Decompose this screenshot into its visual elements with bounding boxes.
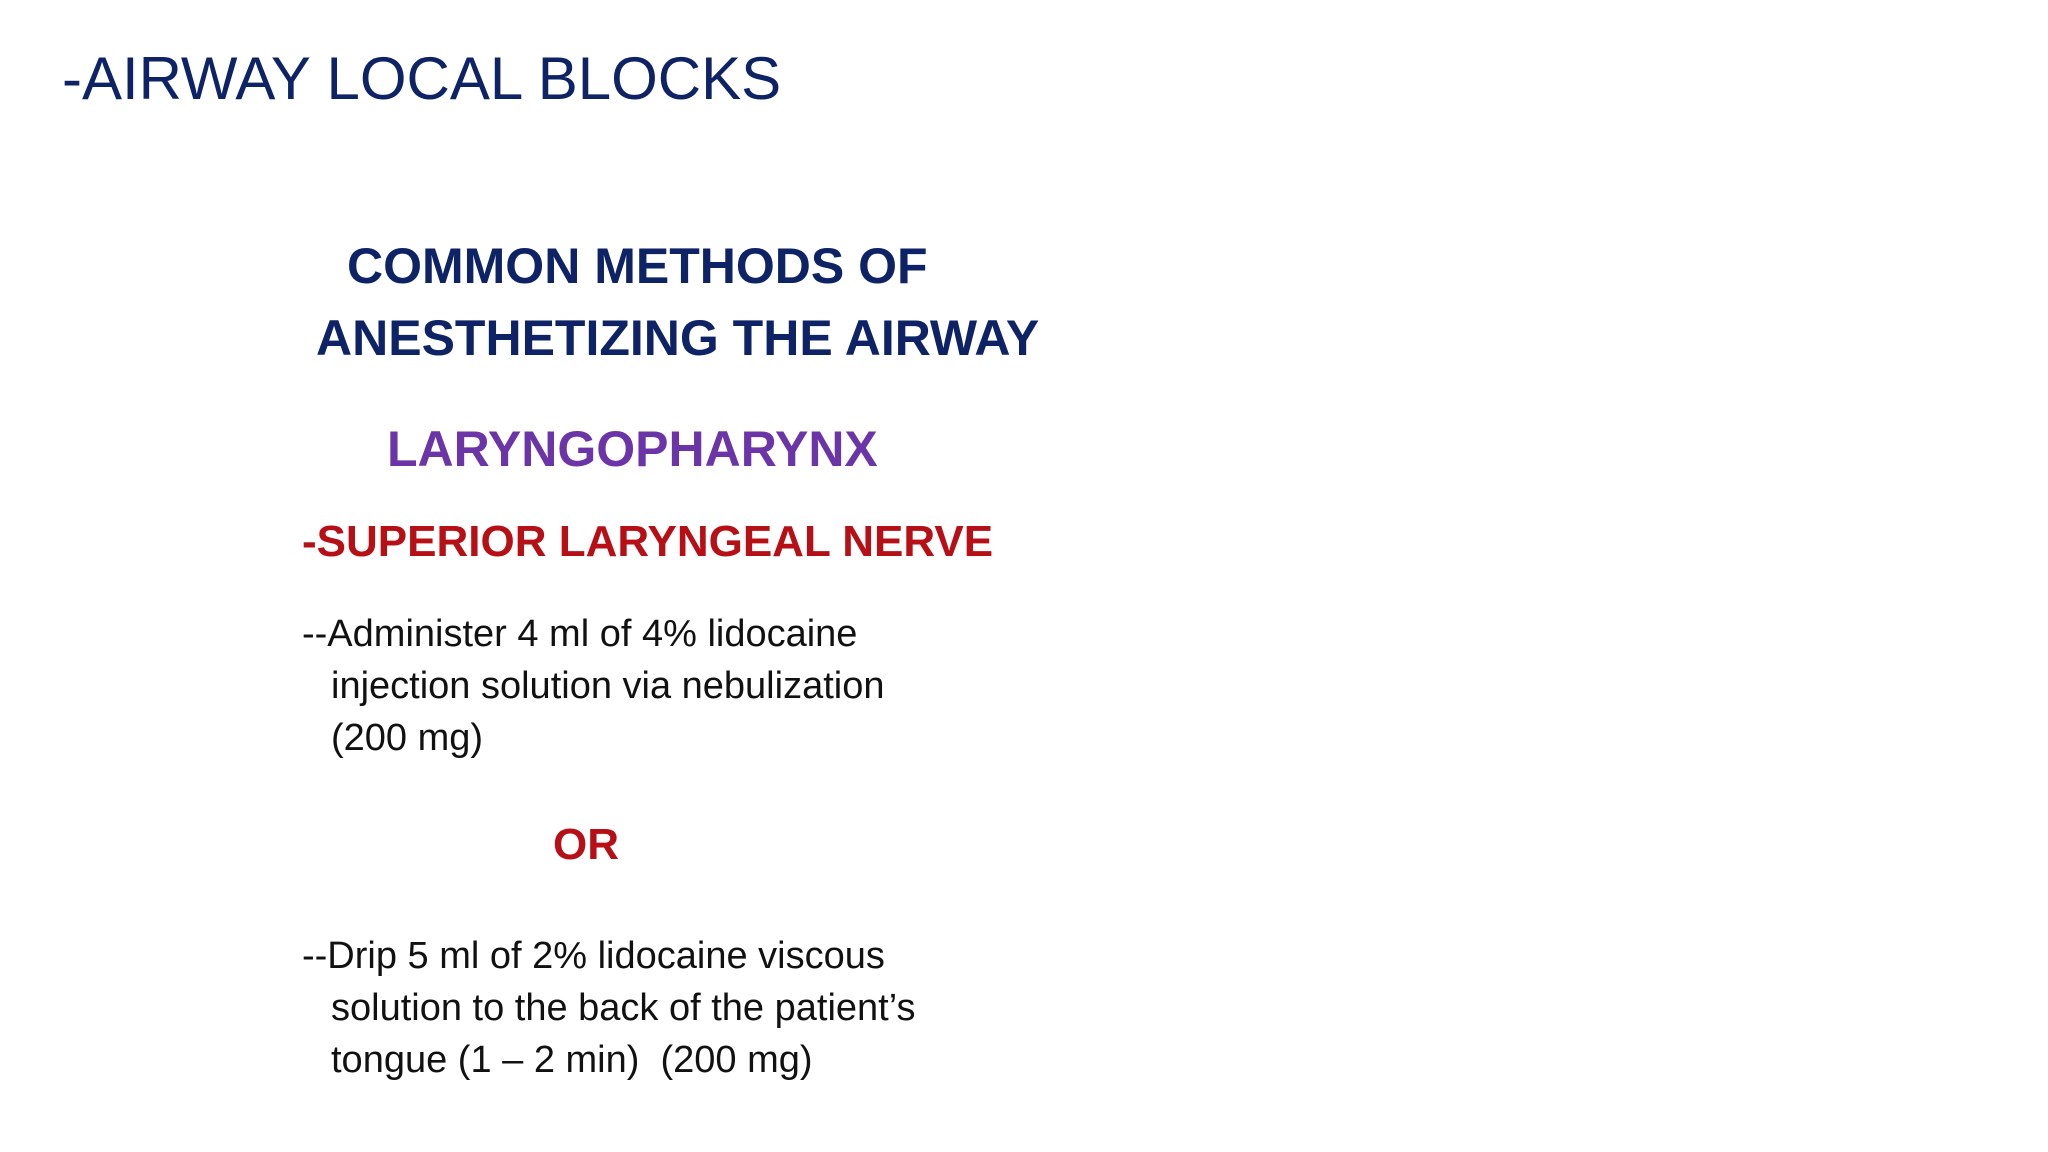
heading-line-1: COMMON METHODS OF — [347, 238, 928, 294]
method-1-line-2: injection solution via nebulization — [331, 665, 885, 707]
method-2-line-2: solution to the back of the patient’s — [331, 987, 916, 1029]
method-1-line-1: --Administer 4 ml of 4% lidocaine — [302, 613, 858, 655]
method-1-line-3: (200 mg) — [331, 717, 484, 759]
heading-line-2: ANESTHETIZING THE AIRWAY — [316, 310, 1040, 366]
nerve-label: -SUPERIOR LARYNGEAL NERVE — [302, 517, 994, 566]
subheading: LARYNGOPHARYNX — [387, 421, 878, 477]
method-2-line-3: tongue (1 – 2 min) (200 mg) — [331, 1039, 813, 1081]
method-2-line-1: --Drip 5 ml of 2% lidocaine viscous — [302, 935, 885, 977]
or-label: OR — [553, 820, 619, 869]
slide-title: -AIRWAY LOCAL BLOCKS — [62, 45, 782, 112]
